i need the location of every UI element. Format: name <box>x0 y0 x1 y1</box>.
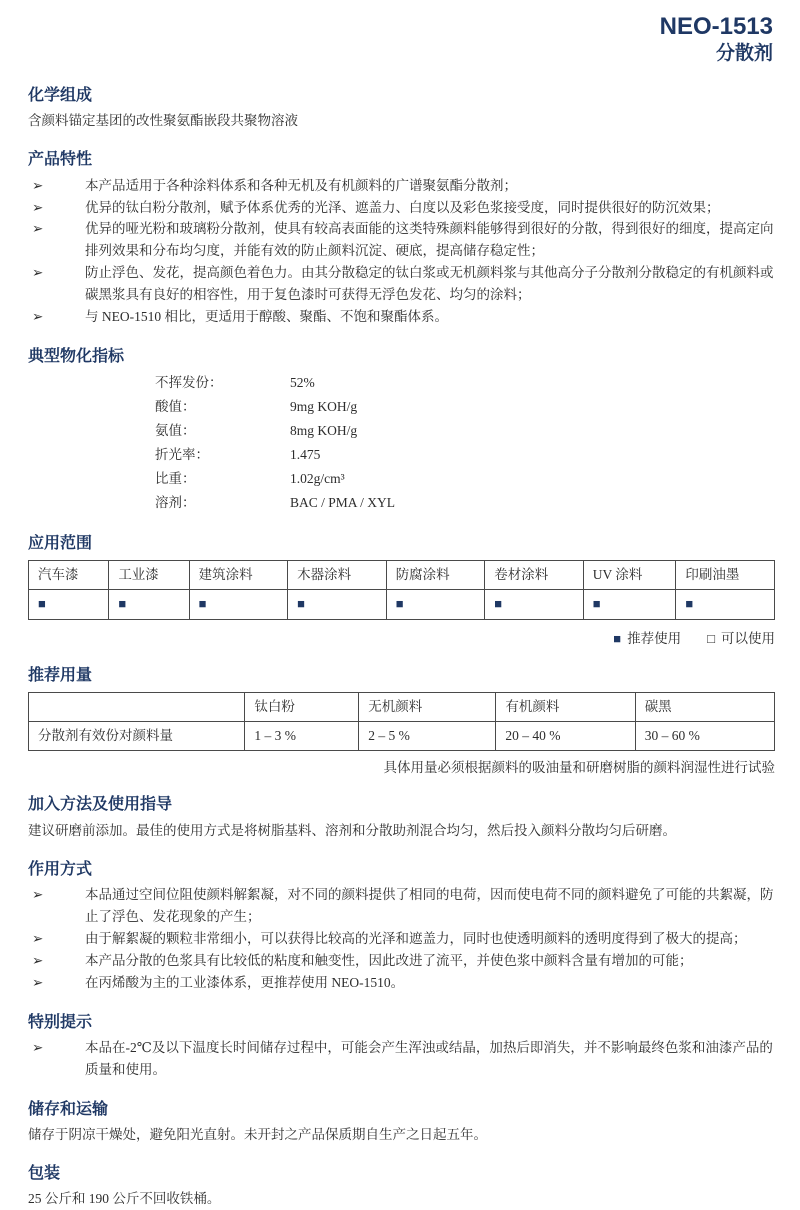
list-item <box>28 175 775 197</box>
section-title-chemical-composition: 化学组成 <box>28 86 93 104</box>
legend-label-possible: 可以使用 <box>721 630 775 646</box>
section-recommended-dosage <box>28 666 775 777</box>
table-cell <box>485 590 584 619</box>
property-label: 比重： <box>155 470 196 486</box>
feature-text: 与 NEO-1510 相比，更适用于醇酸、聚酯、不饱和聚酯体系。 <box>85 308 448 324</box>
property-value: 9mg KOH/g <box>290 398 358 414</box>
table-row <box>29 590 775 619</box>
column-header: 钛白粉 <box>245 692 359 721</box>
list-item <box>28 262 775 306</box>
section-application-scope <box>28 534 775 647</box>
list-item <box>28 306 775 328</box>
column-header: 印刷油墨 <box>676 561 775 590</box>
property-row <box>155 371 775 395</box>
column-header: 汽车漆 <box>29 561 109 590</box>
property-label: 溶剂： <box>155 494 196 510</box>
column-header: 碳黑 <box>635 692 774 721</box>
table-cell <box>386 590 485 619</box>
section-title-product-features: 产品特性 <box>28 151 93 169</box>
feature-text: 防止浮色、发花，提高颜色着色力。由其分散稳定的钛白浆或无机颜料浆与其他高分子分散剂分散稳定的有机颜料或碳黑浆具有良好的相容性，用于复色漆时可获得无浮色发花、均匀的涂料； <box>85 265 774 302</box>
section-product-features <box>28 150 775 327</box>
filled-square-icon: ■ <box>395 596 404 612</box>
table-cell: 30 – 60 % <box>635 722 774 751</box>
section-packaging <box>28 1164 775 1210</box>
property-value: 1.475 <box>290 446 321 462</box>
action-text: 本产品分散的色浆具有比较低的粘度和触变性，因此改进了流平，并使色浆中颜料含量有增加的可能； <box>85 952 693 968</box>
list-item <box>28 197 775 219</box>
feature-text: 优异的哑光粉和玻璃粉分散剂，使具有较高表面能的这类特殊颜料能够得到很好的分散，得到很好的细度，提高定向排列效果和分布均匀度，并能有效的防止颜料沉淀、硬底，提高储存稳定性； <box>85 221 774 259</box>
recommended-dosage-table <box>28 692 775 752</box>
section-usage-guide <box>28 795 775 841</box>
filled-square-icon: ■ <box>494 596 503 612</box>
section-title-usage-guide: 加入方法及使用指导 <box>28 796 173 814</box>
arrow-bullet-icon: ➢ <box>32 199 44 215</box>
action-text: 由于解絮凝的颗粒非常细小，可以获得比较高的光泽和遮盖力，同时也使透明颜料的透明度得到了极大的提高； <box>85 931 747 947</box>
column-header: 卷材涂料 <box>485 561 584 590</box>
column-header: 有机颜料 <box>496 692 635 721</box>
table-cell <box>676 590 775 619</box>
property-label: 酸值： <box>155 398 196 414</box>
table-cell: 2 – 5 % <box>359 722 496 751</box>
mode-of-action-list <box>28 884 775 993</box>
application-scope-table <box>28 560 775 620</box>
section-title-recommended-dosage: 推荐用量 <box>28 666 93 684</box>
column-header: 工业漆 <box>109 561 189 590</box>
table-cell <box>189 590 288 619</box>
section-storage <box>28 1100 775 1146</box>
arrow-bullet-icon: ➢ <box>32 265 44 281</box>
filled-square-icon: ■ <box>592 596 601 612</box>
arrow-bullet-icon: ➢ <box>32 221 44 237</box>
legend-label-recommended: 推荐使用 <box>627 630 682 646</box>
property-row <box>155 443 775 467</box>
row-label: 分散剂有效份对颜料量 <box>29 722 245 751</box>
column-header: 建筑涂料 <box>189 561 288 590</box>
property-label: 折光率： <box>155 446 209 462</box>
filled-square-icon: ■ <box>297 596 306 612</box>
list-item <box>28 972 775 994</box>
filled-square-icon: ■ <box>38 596 46 612</box>
feature-text: 本产品适用于各种涂料体系和各种无机及有机颜料的广谱聚氨酯分散剂； <box>85 177 517 193</box>
property-row <box>155 419 775 443</box>
product-code: NEO-1513 <box>659 13 773 40</box>
property-value: 8mg KOH/g <box>290 422 358 438</box>
table-cell <box>29 590 109 619</box>
arrow-bullet-icon: ➢ <box>32 887 44 903</box>
section-title-storage: 储存和运输 <box>28 1100 109 1118</box>
arrow-bullet-icon: ➢ <box>32 974 44 990</box>
dosage-note: 具体用量必须根据颜料的吸油量和研磨树脂的颜料润湿性进行试验 <box>383 760 775 776</box>
section-physical-properties <box>28 347 775 515</box>
special-note-text: 本品在-2℃及以下温度长时间储存过程中，可能会产生浑浊或结晶，加热后即消失，并不影响最终色浆和油漆产品的质量和使用。 <box>85 1039 773 1077</box>
feature-text: 优异的钛白粉分散剂，赋予体系优秀的光泽、遮盖力、白度以及彩色浆接受度，同时提供很好的防沉效果； <box>85 199 720 215</box>
table-cell <box>583 590 676 619</box>
properties-list <box>155 371 775 515</box>
table-legend <box>28 627 775 647</box>
section-chemical-composition <box>28 86 775 132</box>
column-header: UV 涂料 <box>583 561 676 590</box>
page-header <box>28 12 775 67</box>
arrow-bullet-icon: ➢ <box>32 177 44 193</box>
product-features-list <box>28 175 775 328</box>
list-item <box>28 884 775 928</box>
section-title-mode-of-action: 作用方式 <box>28 861 93 879</box>
property-value: 1.02g/cm³ <box>290 470 345 486</box>
section-title-physical-properties: 典型物化指标 <box>28 347 125 365</box>
column-header: 木器涂料 <box>288 561 387 590</box>
table-cell <box>109 590 189 619</box>
list-item <box>28 1037 775 1081</box>
property-value: 52% <box>290 374 315 390</box>
hollow-square-icon: □ <box>707 630 715 646</box>
section-title-special-notes: 特别提示 <box>28 1013 93 1031</box>
property-row <box>155 491 775 515</box>
property-row <box>155 395 775 419</box>
usage-guide-body: 建议研磨前添加。最佳的使用方式是将树脂基料、溶剂和分散助剂混合均匀，然后投入颜料分散均匀后研磨。 <box>28 822 676 838</box>
list-item <box>28 950 775 972</box>
action-text: 本品通过空间位阻使颜料解絮凝，对不同的颜料提供了相同的电荷，因而使电荷不同的颜料避免了可能的共絮凝，防止了浮色、发花现象的产生； <box>85 887 774 925</box>
chemical-composition-body: 含颜料锚定基团的改性聚氨酯嵌段共聚物溶液 <box>28 112 298 128</box>
table-row <box>29 722 775 751</box>
storage-body: 储存于阴凉干燥处，避免阳光直射。未开封之产品保质期自生产之日起五年。 <box>28 1126 487 1142</box>
column-header: 防腐涂料 <box>386 561 485 590</box>
section-title-application-scope: 应用范围 <box>28 534 93 552</box>
special-notes-list <box>28 1037 775 1081</box>
filled-square-icon: ■ <box>118 596 127 612</box>
property-label: 不挥发份： <box>155 374 223 390</box>
packaging-body: 25 公斤和 190 公斤不回收铁桶。 <box>28 1191 221 1207</box>
list-item <box>28 928 775 950</box>
list-item <box>28 218 775 262</box>
arrow-bullet-icon: ➢ <box>32 931 44 947</box>
action-text: 在丙烯酸为主的工业漆体系，更推荐使用 NEO-1510。 <box>85 974 405 990</box>
arrow-bullet-icon: ➢ <box>32 308 44 324</box>
property-label: 氨值： <box>155 422 196 438</box>
arrow-bullet-icon: ➢ <box>32 952 44 968</box>
arrow-bullet-icon: ➢ <box>32 1039 44 1055</box>
property-row <box>155 467 775 491</box>
property-value: BAC / PMA / XYL <box>290 494 396 510</box>
table-header-row <box>29 561 775 590</box>
table-cell: 1 – 3 % <box>245 722 359 751</box>
table-header-row <box>29 692 775 721</box>
filled-square-icon: ■ <box>613 630 622 646</box>
section-title-packaging: 包装 <box>28 1165 61 1183</box>
table-cell: 20 – 40 % <box>496 722 635 751</box>
table-cell <box>288 590 387 619</box>
section-mode-of-action <box>28 860 775 993</box>
column-header <box>29 692 245 721</box>
section-special-notes <box>28 1013 775 1081</box>
filled-square-icon: ■ <box>685 596 694 612</box>
product-type: 分散剂 <box>715 43 773 64</box>
filled-square-icon: ■ <box>198 596 207 612</box>
column-header: 无机颜料 <box>359 692 496 721</box>
